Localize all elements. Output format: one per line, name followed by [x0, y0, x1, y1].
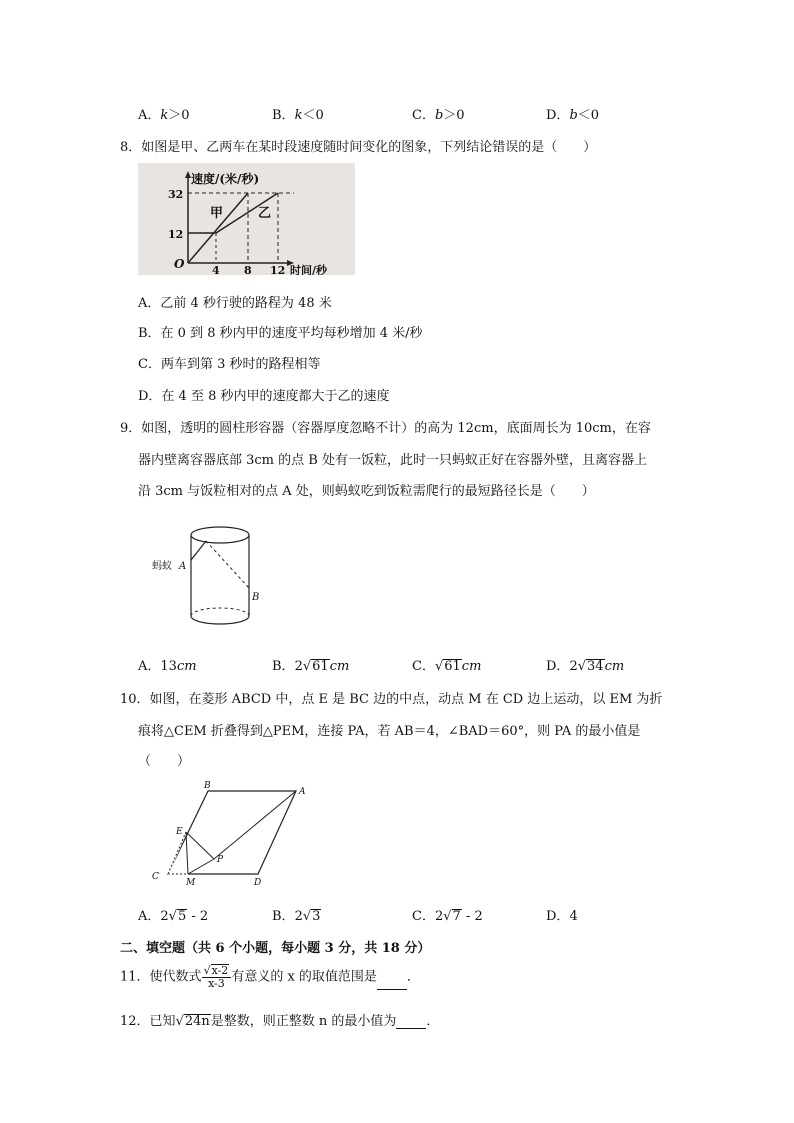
q9-option-d: D．2√34cm	[546, 659, 625, 674]
q10-stem-line3: （ ）	[138, 754, 191, 769]
point-d: D	[254, 878, 262, 888]
q10-option-b: B．2√3	[272, 909, 321, 924]
q8-option-c: C．两车到第 3 秒时的路程相等	[138, 357, 321, 372]
ant-label: 蚂蚁	[152, 561, 172, 572]
series-jia-label: 甲	[210, 206, 224, 221]
q9-option-a: A．13cm	[138, 659, 197, 674]
q9-option-b: B．2√61cm	[272, 659, 350, 674]
q10-option-d: D．4	[546, 909, 578, 924]
point-m: M	[186, 878, 196, 888]
x-tick-4: 4	[212, 264, 220, 275]
q8-stem: 8．如图是甲、乙两车在某时段速度随时间变化的图象，下列结论错误的是（ ）	[120, 140, 597, 155]
point-a: A	[299, 787, 306, 797]
segment-ep	[186, 832, 214, 859]
q12-stem: 12．已知√24n是整数，则正整数 n 的最小值为 ．	[120, 1014, 440, 1029]
path-dashed	[206, 541, 249, 588]
q10-stem-line2: 痕将△CEM 折叠得到△PEM，连接 PA，若 AB＝4，∠BAD＝60°，则 PA 的最小值是	[138, 724, 641, 739]
q10-option-a: A．2√5 - 2	[138, 909, 209, 924]
segment-pa	[214, 791, 296, 859]
q11-stem: 11．使代数式 $\frac{√x-2}{x-3}$ 有意义的 x 的取值范围是 ．	[120, 964, 420, 991]
cylinder-bottom-back	[191, 608, 249, 616]
q8-option-b: B．在 0 到 8 秒内甲的速度平均每秒增加 4 米/秒	[138, 326, 423, 341]
point-a-label: A	[179, 561, 187, 572]
q8-speed-time-graph	[138, 163, 355, 275]
q9-cylinder-figure	[148, 520, 268, 630]
path-solid	[191, 541, 206, 560]
q10-option-c: C．2√7 - 2	[412, 909, 483, 924]
q9-stem-line3: 沿 3cm 与饭粒相对的点 A 处，则蚂蚁吃到饭粒需爬行的最短路径长是（ ）	[138, 484, 595, 499]
q9-stem-line2: 器内壁离容器底部 3cm 的点 B 处有一饭粒，此时一只蚂蚁正好在容器外壁，且离容器上	[138, 453, 647, 468]
q7-option-b: B．k＜0	[272, 108, 324, 123]
series-yi-label: 乙	[258, 206, 272, 221]
q9-option-c: C．√61cm	[412, 659, 482, 674]
q12-answer-blank[interactable]	[396, 1016, 426, 1029]
q11-answer-blank[interactable]	[377, 977, 407, 990]
q10-stem-line1: 10．如图，在菱形 ABCD 中，点 E 是 BC 边的中点，动点 M 在 CD 边上运动，以 EM 为折	[120, 692, 663, 707]
y-tick-32: 32	[168, 188, 184, 201]
segment-em	[186, 832, 188, 874]
cylinder-bottom-front	[191, 616, 249, 624]
y-axis-label: 速度/(米/秒)	[191, 172, 260, 186]
cylinder-top	[191, 527, 249, 543]
point-c: C	[152, 872, 159, 882]
q11-fraction: $\frac{√x-2}{x-3}$	[202, 964, 232, 990]
point-b-label: B	[252, 592, 260, 603]
q7-option-d: D．b＜0	[546, 108, 600, 123]
point-p: P	[217, 855, 224, 865]
q10-rhombus-figure	[146, 776, 316, 888]
segment-mp	[188, 859, 214, 874]
x-axis-label: 时间/秒	[290, 264, 328, 275]
y-tick-12: 12	[168, 228, 184, 241]
point-b: B	[204, 781, 211, 791]
section-2-heading: 二、填空题（共 6 个小题，每小题 3 分，共 18 分）	[120, 941, 431, 956]
q7-option-a: A．k＞0	[138, 108, 190, 123]
q9-stem-line1: 9．如图，透明的圆柱形容器（容器厚度忽略不计）的高为 12cm，底面周长为 10cm，在容	[120, 421, 651, 436]
segment-ce-mask	[168, 832, 186, 874]
q8-option-d: D．在 4 至 8 秒内甲的速度都大于乙的速度	[138, 389, 390, 404]
x-tick-8: 8	[244, 264, 252, 275]
q8-option-a: A．乙前 4 秒行驶的路程为 48 米	[138, 296, 332, 311]
origin-label: O	[174, 257, 185, 271]
q7-option-c: C．b＞0	[412, 108, 465, 123]
x-tick-12: 12	[270, 264, 286, 275]
point-e: E	[176, 827, 183, 837]
